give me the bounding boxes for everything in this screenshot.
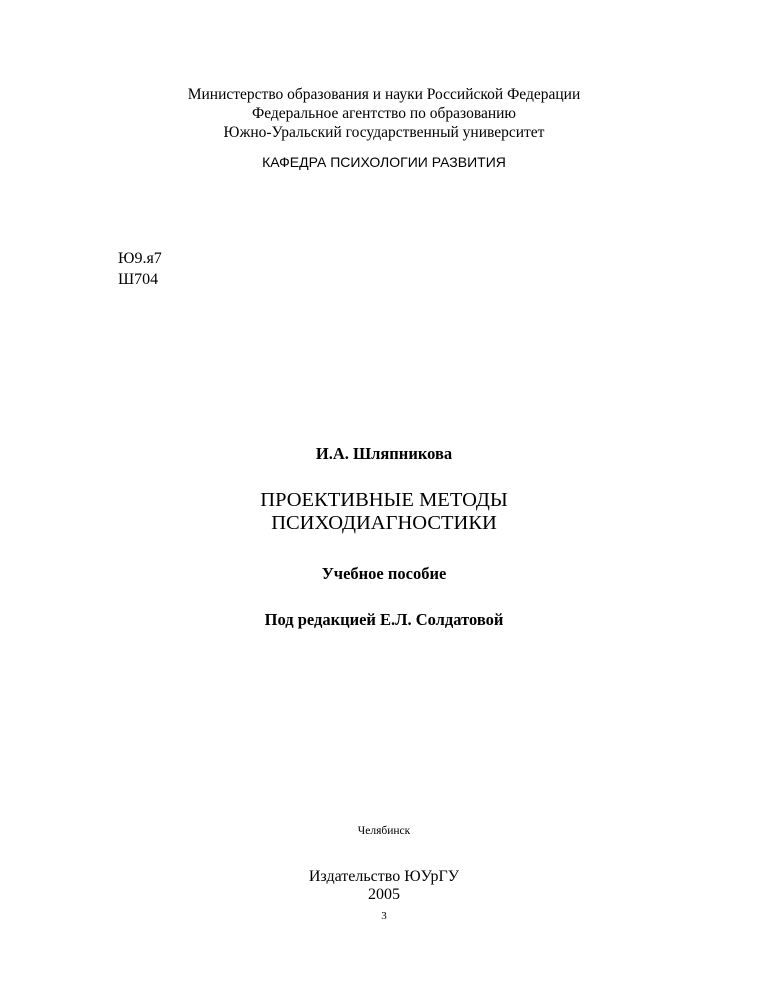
page-number: 3 (381, 910, 387, 922)
author-name: И.А. Шляпникова (315, 444, 453, 463)
book-title-line-2: ПСИХОДИАГНОСТИКИ (271, 512, 497, 534)
author-code: Ш704 (118, 271, 159, 288)
book-subtitle: Учебное пособие (321, 564, 447, 583)
department-name: КАФЕДРА ПСИХОЛОГИИ РАЗВИТИЯ (262, 154, 506, 170)
ministry-name: Министерство образования и науки Российской Федерации (187, 86, 581, 103)
publisher-name: Издательство ЮУрГУ (308, 868, 460, 885)
book-title (0, 489, 768, 535)
publication-city: Челябинск (357, 825, 411, 837)
publication-year: 2005 (368, 886, 400, 903)
university-name: Южно-Уральский государственный университет (223, 124, 545, 141)
agency-name: Федеральное агентство по образованию (251, 105, 517, 122)
editor-credit: Под редакцией Е.Л. Солдатовой (264, 610, 504, 629)
udc-code: Ю9.я7 (118, 250, 162, 267)
book-title-line-1: ПРОЕКТИВНЫЕ МЕТОДЫ (260, 489, 508, 511)
institution-header (0, 85, 768, 142)
